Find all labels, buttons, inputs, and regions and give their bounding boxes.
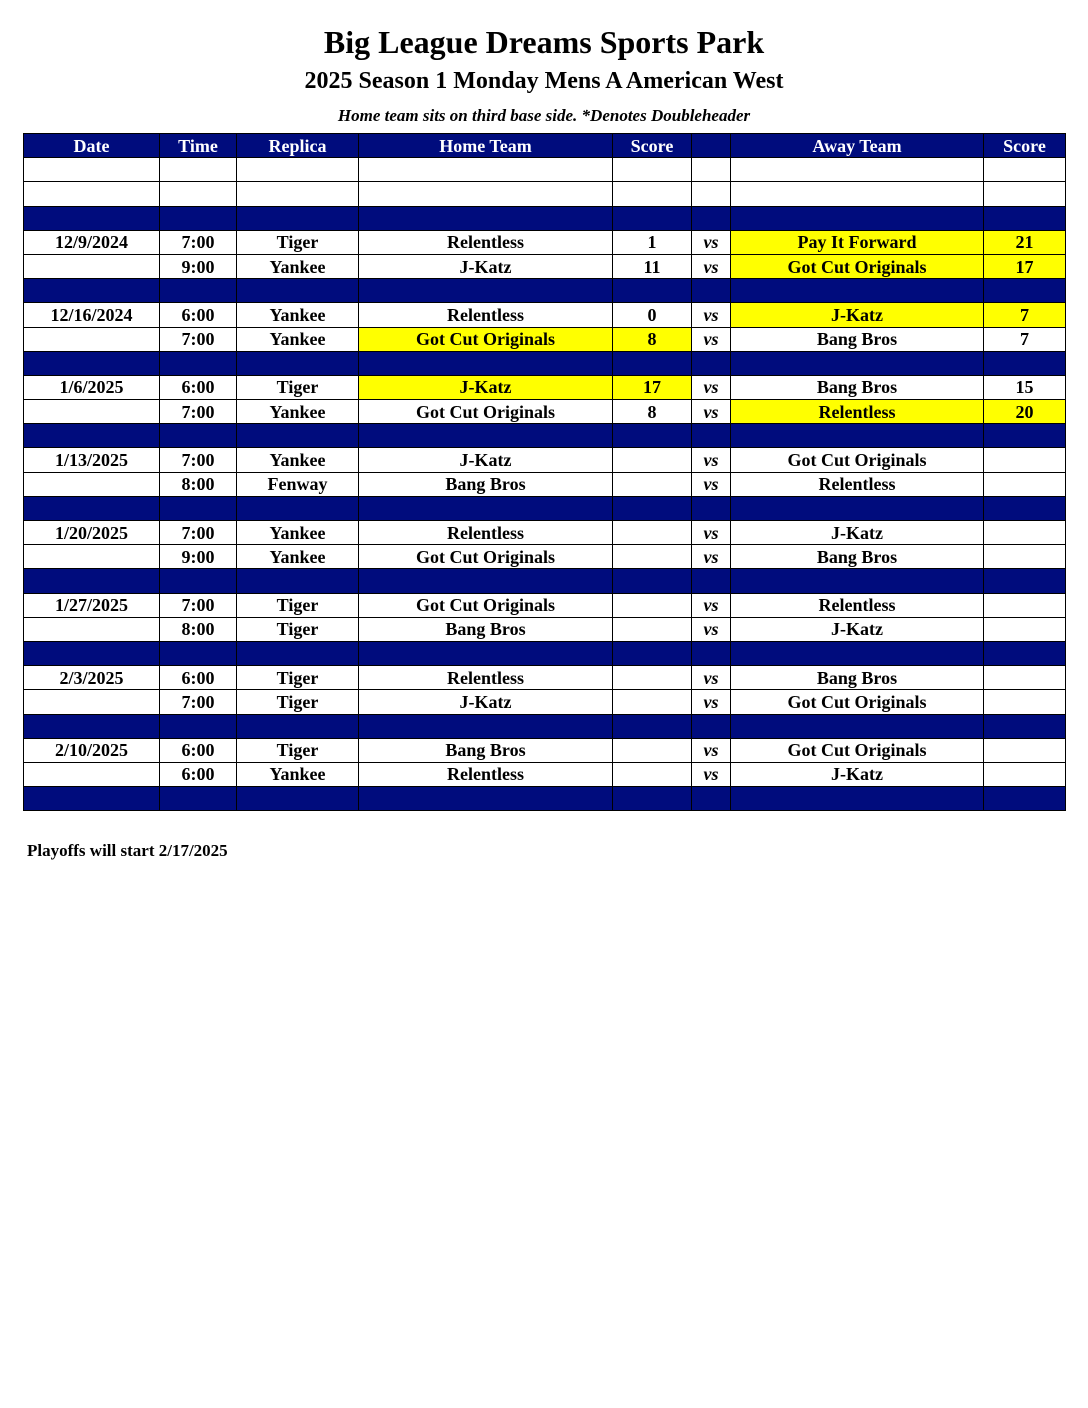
home-team-cell: Got Cut Originals [359,400,613,424]
time-cell: 6:00 [160,303,237,327]
vs-cell: vs [692,303,731,327]
home-score-cell [613,545,692,569]
home-score-cell [613,593,692,617]
home-team-cell: Relentless [359,762,613,786]
separator-row [24,206,1066,230]
separator-row [24,351,1066,375]
home-team-cell [359,279,613,303]
schedule-note: Home team sits on third base side. *Denotes Doubleheader [337,106,751,125]
away-score-cell: 7 [984,303,1066,327]
separator-row [24,641,1066,665]
schedule-body [24,158,1066,811]
away-team-cell [731,206,984,230]
date-cell [24,617,160,641]
away-score-cell: 20 [984,400,1066,424]
vs-cell: vs [692,545,731,569]
home-score-cell [613,617,692,641]
date-cell [24,327,160,351]
date-cell [24,158,160,182]
replica-cell: Yankee [237,400,359,424]
home-team-cell: J-Katz [359,448,613,472]
home-team-cell [359,569,613,593]
time-cell: 7:00 [160,690,237,714]
time-cell: 8:00 [160,617,237,641]
vs-cell: vs [692,375,731,399]
replica-cell [237,496,359,520]
vs-cell: vs [692,738,731,762]
game-row [24,472,1066,496]
replica-cell [237,182,359,206]
replica-cell: Yankee [237,327,359,351]
vs-cell [692,569,731,593]
away-team-cell [731,182,984,206]
home-team-cell: Got Cut Originals [359,593,613,617]
time-cell: 6:00 [160,375,237,399]
vs-cell [692,496,731,520]
date-cell [24,206,160,230]
home-score-cell [613,351,692,375]
away-score-cell [984,569,1066,593]
home-team-cell: Bang Bros [359,472,613,496]
away-score-cell [984,738,1066,762]
replica-cell [237,641,359,665]
date-cell: 12/16/2024 [24,303,160,327]
time-cell: 7:00 [160,230,237,254]
time-cell [160,787,237,811]
away-team-cell [731,714,984,738]
home-score-cell [613,738,692,762]
game-row [24,762,1066,786]
time-cell: 7:00 [160,593,237,617]
away-team-cell: Relentless [731,472,984,496]
date-cell: 2/3/2025 [24,666,160,690]
home-team-cell: J-Katz [359,254,613,278]
replica-cell [237,351,359,375]
away-score-cell [984,351,1066,375]
col-header-home-score: Score [613,134,692,158]
vs-cell: vs [692,448,731,472]
away-team-cell [731,351,984,375]
time-cell [160,206,237,230]
vs-cell [692,351,731,375]
home-team-cell: Relentless [359,666,613,690]
away-team-cell [731,158,984,182]
date-cell [24,641,160,665]
away-score-cell [984,521,1066,545]
away-score-cell [984,472,1066,496]
time-cell: 6:00 [160,666,237,690]
time-cell: 8:00 [160,472,237,496]
time-cell [160,182,237,206]
away-team-cell [731,424,984,448]
home-score-cell [613,182,692,206]
time-cell: 7:00 [160,327,237,351]
home-score-cell: 11 [613,254,692,278]
home-team-cell: Bang Bros [359,738,613,762]
replica-cell [237,787,359,811]
vs-cell: vs [692,762,731,786]
time-cell [160,569,237,593]
time-cell [160,279,237,303]
home-team-cell: J-Katz [359,690,613,714]
blank-row [24,182,1066,206]
replica-cell: Fenway [237,472,359,496]
away-team-cell: Got Cut Originals [731,738,984,762]
home-team-cell [359,714,613,738]
home-team-cell [359,496,613,520]
home-score-cell [613,448,692,472]
vs-cell [692,158,731,182]
replica-cell [237,569,359,593]
vs-cell: vs [692,521,731,545]
away-team-cell: J-Katz [731,762,984,786]
time-cell: 6:00 [160,738,237,762]
game-row [24,254,1066,278]
home-score-cell [613,472,692,496]
home-team-cell: Got Cut Originals [359,545,613,569]
away-score-cell [984,714,1066,738]
home-score-cell [613,206,692,230]
replica-cell: Tiger [237,666,359,690]
time-cell [160,424,237,448]
date-cell: 1/20/2025 [24,521,160,545]
vs-cell: vs [692,472,731,496]
table-header-row [24,134,1066,158]
col-header-away-score: Score [984,134,1066,158]
home-team-cell [359,206,613,230]
time-cell [160,641,237,665]
time-cell: 9:00 [160,254,237,278]
col-header-date: Date [24,134,160,158]
game-row [24,738,1066,762]
page-subtitle: 2025 Season 1 Monday Mens A American West [304,68,784,94]
game-row [24,327,1066,351]
replica-cell: Tiger [237,593,359,617]
vs-cell: vs [692,666,731,690]
home-team-cell: Relentless [359,303,613,327]
away-team-cell: Bang Bros [731,666,984,690]
home-team-cell [359,158,613,182]
separator-row [24,279,1066,303]
home-team-cell [359,424,613,448]
away-team-cell: J-Katz [731,521,984,545]
home-score-cell: 0 [613,303,692,327]
time-cell: 7:00 [160,448,237,472]
replica-cell: Yankee [237,545,359,569]
game-row [24,375,1066,399]
replica-cell [237,714,359,738]
replica-cell: Tiger [237,690,359,714]
away-team-cell [731,641,984,665]
date-cell [24,714,160,738]
away-score-cell [984,666,1066,690]
vs-cell: vs [692,400,731,424]
away-score-cell: 7 [984,327,1066,351]
game-row [24,593,1066,617]
col-header-away-team: Away Team [731,134,984,158]
away-score-cell: 21 [984,230,1066,254]
away-team-cell: J-Katz [731,617,984,641]
away-team-cell: J-Katz [731,303,984,327]
time-cell [160,714,237,738]
game-row [24,303,1066,327]
away-team-cell: Got Cut Originals [731,690,984,714]
replica-cell: Yankee [237,448,359,472]
game-row [24,521,1066,545]
game-row [24,545,1066,569]
game-row [24,448,1066,472]
away-score-cell [984,182,1066,206]
away-score-cell [984,641,1066,665]
date-cell: 1/13/2025 [24,448,160,472]
replica-cell [237,279,359,303]
vs-cell: vs [692,617,731,641]
away-team-cell [731,496,984,520]
replica-cell [237,206,359,230]
away-score-cell [984,690,1066,714]
col-header-home-team: Home Team [359,134,613,158]
date-cell [24,787,160,811]
vs-cell [692,787,731,811]
vs-cell: vs [692,327,731,351]
away-score-cell [984,545,1066,569]
home-team-cell [359,787,613,811]
separator-row [24,714,1066,738]
home-team-cell: Relentless [359,521,613,545]
page-title: Big League Dreams Sports Park [323,24,765,60]
vs-cell [692,714,731,738]
home-score-cell [613,714,692,738]
away-score-cell [984,593,1066,617]
date-cell [24,351,160,375]
separator-row [24,424,1066,448]
date-cell [24,472,160,496]
date-cell [24,569,160,593]
away-score-cell [984,279,1066,303]
home-team-cell [359,182,613,206]
away-team-cell: Bang Bros [731,545,984,569]
vs-cell: vs [692,230,731,254]
replica-cell: Tiger [237,738,359,762]
home-score-cell [613,279,692,303]
away-team-cell: Got Cut Originals [731,254,984,278]
vs-cell: vs [692,690,731,714]
col-header-vs [692,134,731,158]
vs-cell [692,279,731,303]
col-header-time: Time [160,134,237,158]
game-row [24,666,1066,690]
replica-cell: Yankee [237,303,359,327]
away-score-cell [984,787,1066,811]
schedule-table [23,133,1066,811]
time-cell [160,496,237,520]
away-score-cell [984,496,1066,520]
away-team-cell: Relentless [731,400,984,424]
date-cell [24,496,160,520]
home-score-cell: 8 [613,327,692,351]
away-score-cell [984,158,1066,182]
vs-cell [692,182,731,206]
game-row [24,617,1066,641]
vs-cell: vs [692,593,731,617]
away-team-cell: Relentless [731,593,984,617]
date-cell: 1/27/2025 [24,593,160,617]
away-score-cell: 17 [984,254,1066,278]
game-row [24,690,1066,714]
date-cell [24,279,160,303]
home-team-cell: Bang Bros [359,617,613,641]
away-score-cell [984,762,1066,786]
home-score-cell [613,158,692,182]
replica-cell: Yankee [237,254,359,278]
away-score-cell [984,424,1066,448]
home-score-cell: 1 [613,230,692,254]
replica-cell [237,158,359,182]
home-score-cell [613,690,692,714]
vs-cell [692,424,731,448]
away-team-cell [731,279,984,303]
time-cell [160,158,237,182]
away-team-cell: Bang Bros [731,375,984,399]
playoffs-note: Playoffs will start 2/17/2025 [27,841,228,860]
home-team-cell: J-Katz [359,375,613,399]
replica-cell: Tiger [237,230,359,254]
home-score-cell: 17 [613,375,692,399]
separator-row [24,569,1066,593]
date-cell [24,690,160,714]
game-row [24,400,1066,424]
away-score-cell [984,206,1066,230]
home-score-cell [613,666,692,690]
away-team-cell [731,569,984,593]
vs-cell: vs [692,254,731,278]
away-team-cell: Bang Bros [731,327,984,351]
date-cell: 12/9/2024 [24,230,160,254]
replica-cell: Yankee [237,521,359,545]
home-score-cell [613,521,692,545]
home-score-cell: 8 [613,400,692,424]
date-cell [24,424,160,448]
time-cell: 6:00 [160,762,237,786]
time-cell: 7:00 [160,400,237,424]
time-cell [160,351,237,375]
home-score-cell [613,496,692,520]
away-score-cell [984,617,1066,641]
home-team-cell [359,641,613,665]
home-score-cell [613,762,692,786]
home-team-cell: Relentless [359,230,613,254]
date-cell: 1/6/2025 [24,375,160,399]
home-score-cell [613,641,692,665]
col-header-replica: Replica [237,134,359,158]
separator-row [24,496,1066,520]
date-cell [24,545,160,569]
game-row [24,230,1066,254]
replica-cell [237,424,359,448]
away-team-cell: Got Cut Originals [731,448,984,472]
replica-cell: Yankee [237,762,359,786]
date-cell [24,400,160,424]
date-cell: 2/10/2025 [24,738,160,762]
away-team-cell [731,787,984,811]
blank-row [24,158,1066,182]
vs-cell [692,206,731,230]
date-cell [24,182,160,206]
time-cell: 9:00 [160,545,237,569]
home-team-cell [359,351,613,375]
away-score-cell: 15 [984,375,1066,399]
date-cell [24,254,160,278]
home-score-cell [613,424,692,448]
home-score-cell [613,569,692,593]
date-cell [24,762,160,786]
away-team-cell: Pay It Forward [731,230,984,254]
away-score-cell [984,448,1066,472]
replica-cell: Tiger [237,617,359,641]
home-team-cell: Got Cut Originals [359,327,613,351]
home-score-cell [613,787,692,811]
replica-cell: Tiger [237,375,359,399]
vs-cell [692,641,731,665]
time-cell: 7:00 [160,521,237,545]
separator-row [24,787,1066,811]
